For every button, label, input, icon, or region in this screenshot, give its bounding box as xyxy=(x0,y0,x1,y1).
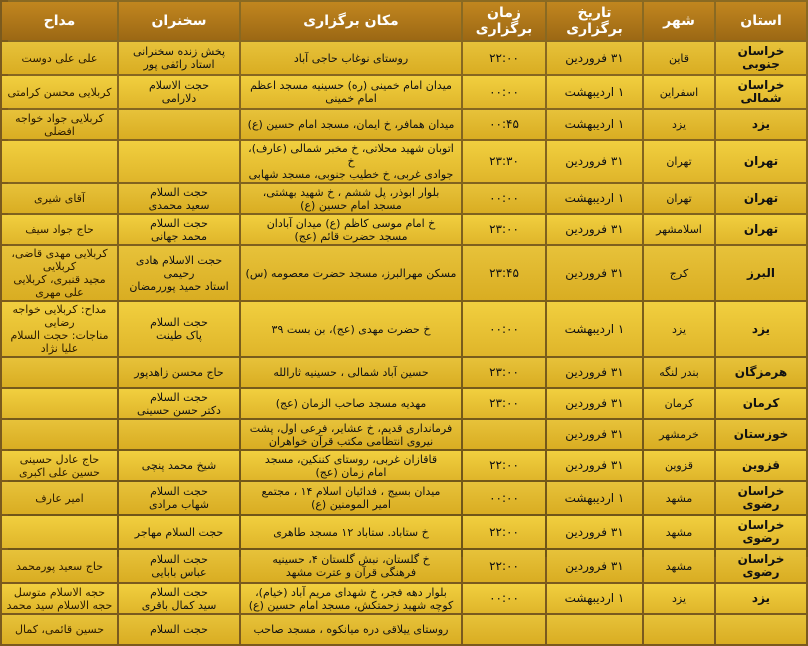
cell-place: حسین آباد شمالی ، حسینیه ثارالله xyxy=(241,358,461,387)
province-label: خراسان رضوی xyxy=(737,518,785,545)
cell-city: یزد xyxy=(644,302,714,356)
cell-city: یزد xyxy=(644,584,714,613)
cell-date: ۱ اردیبهشت xyxy=(547,482,642,514)
cell-place: روستای ییلاقی دره میانکوه ، مسجد صاحب xyxy=(241,615,461,644)
cell-speaker: حجت السلام شهاب مرادی xyxy=(119,482,239,514)
cell-city: یزد xyxy=(644,110,714,139)
cell-place: میدان بسیج ، فدائیان اسلام ۱۴ ، مجتمع امیر المومنین (ع) xyxy=(241,482,461,514)
cell-province xyxy=(716,246,806,300)
cell-place: میدان همافر، خ ایمان، مسجد امام حسین (ع) xyxy=(241,110,461,139)
cell-madah: حاج جواد سیف xyxy=(2,215,117,244)
cell-madah: کربلایی جواد خواجه افضلی xyxy=(2,110,117,139)
cell-speaker: حجت السلام سعید محمدی xyxy=(119,184,239,213)
province-label: البرز xyxy=(747,265,775,280)
province-label: تهران xyxy=(743,154,779,168)
cell-city: خرمشهر xyxy=(644,420,714,449)
cell-province xyxy=(716,389,806,418)
province-label: یزد xyxy=(751,117,771,131)
cell-date: ۳۱ فروردین xyxy=(547,246,642,300)
cell-place: فرمانداری قدیم، خ عشایر، فرعی اول، پشت نیروی انتظامی مکتب قرآن خواهران xyxy=(241,420,461,449)
cell-place: خ امام موسی کاظم (ع) میدان آبادان مسجد حضرت قائم (عج) xyxy=(241,215,461,244)
cell-madah: حسین قائمی، کمال xyxy=(2,615,117,644)
schedule-body xyxy=(2,42,806,644)
cell-city xyxy=(644,615,714,644)
cell-place: میدان امام خمینی (ره) حسینیه مسجد اعظم امام خمینی xyxy=(241,76,461,108)
cell-date: ۳۱ فروردین xyxy=(547,451,642,480)
header-time: زمان برگزاری xyxy=(463,2,545,40)
province-label: یزد xyxy=(751,591,771,605)
province-label: کرمان xyxy=(742,396,780,410)
province-label: تهران xyxy=(743,191,779,205)
province-label: تهران xyxy=(743,222,779,236)
cell-speaker: پخش زنده سخنرانی استاد رائفی پور xyxy=(119,42,239,74)
cell-time: ۲۳:۴۵ xyxy=(463,246,545,300)
cell-province xyxy=(716,215,806,244)
table-row xyxy=(2,358,806,387)
cell-date xyxy=(547,615,642,644)
cell-date: ۱ اردیبهشت xyxy=(547,110,642,139)
cell-time: ۲۲:۰۰ xyxy=(463,451,545,480)
cell-speaker: حجت السلام سید کمال باقری xyxy=(119,584,239,613)
cell-speaker: حاج محسن زاهدپور xyxy=(119,358,239,387)
cell-date: ۳۱ فروردین xyxy=(547,215,642,244)
table-row xyxy=(2,76,806,108)
table-row xyxy=(2,246,806,300)
table-row xyxy=(2,451,806,480)
cell-speaker: حجت السلام xyxy=(119,615,239,644)
cell-time xyxy=(463,615,545,644)
cell-province xyxy=(716,358,806,387)
cell-city: قاین xyxy=(644,42,714,74)
cell-madah xyxy=(2,358,117,387)
table-row xyxy=(2,615,806,644)
cell-speaker: حجت الاسلام هادی رحیمی استاد حمید پوررمضان xyxy=(119,246,239,300)
header-date: تاریخ برگزاری xyxy=(547,2,642,40)
cell-date: ۳۱ فروردین xyxy=(547,389,642,418)
cell-madah: حاج سعید پورمحمد xyxy=(2,550,117,582)
cell-time: ۲۳:۰۰ xyxy=(463,358,545,387)
cell-date: ۱ اردیبهشت xyxy=(547,184,642,213)
cell-madah: علی علی دوست xyxy=(2,42,117,74)
header-city: شهر xyxy=(644,2,714,40)
province-label xyxy=(753,629,769,633)
cell-madah: امیر عارف xyxy=(2,482,117,514)
cell-place: بلوار ابوذر، پل ششم ، خ شهید بهشتی، مسجد امام حسین (ع) xyxy=(241,184,461,213)
cell-date: ۳۱ فروردین xyxy=(547,550,642,582)
cell-city: تهران xyxy=(644,141,714,182)
cell-city: تهران xyxy=(644,184,714,213)
cell-time: ۲۳:۳۰ xyxy=(463,141,545,182)
cell-speaker: حجت السلام پاک طینت xyxy=(119,302,239,356)
cell-province xyxy=(716,482,806,514)
cell-time: ۰۰:۰۰ xyxy=(463,76,545,108)
table-row xyxy=(2,516,806,548)
cell-place: مسکن مهرالبرز، مسجد حضرت معصومه (س) xyxy=(241,246,461,300)
cell-madah xyxy=(2,516,117,548)
cell-place: روستای نوغاب حاجی آباد xyxy=(241,42,461,74)
cell-speaker xyxy=(119,420,239,449)
cell-time: ۰۰:۴۵ xyxy=(463,110,545,139)
cell-time xyxy=(463,420,545,449)
cell-madah xyxy=(2,420,117,449)
table-row xyxy=(2,302,806,356)
cell-province xyxy=(716,550,806,582)
cell-city: اسلامشهر xyxy=(644,215,714,244)
cell-city: مشهد xyxy=(644,516,714,548)
cell-time: ۰۰:۰۰ xyxy=(463,482,545,514)
cell-city: بندر لنگه xyxy=(644,358,714,387)
province-label: خراسان رضوی xyxy=(737,484,785,511)
cell-time: ۰۰:۰۰ xyxy=(463,184,545,213)
cell-madah xyxy=(2,389,117,418)
cell-province xyxy=(716,110,806,139)
cell-time: ۲۲:۰۰ xyxy=(463,550,545,582)
cell-province xyxy=(716,184,806,213)
header-speaker: سخنران xyxy=(119,2,239,40)
cell-time: ۲۲:۰۰ xyxy=(463,516,545,548)
province-label: خوزستان xyxy=(733,427,789,441)
cell-place: خ حضرت مهدی (عج)، بن بست ۳۹ xyxy=(241,302,461,356)
cell-madah: کربلایی محسن کرامتی xyxy=(2,76,117,108)
cell-place: خ ستاباد. ستاباد ۱۲ مسجد طاهری xyxy=(241,516,461,548)
cell-date: ۳۱ فروردین xyxy=(547,141,642,182)
cell-madah: حجه الاسلام متوسل حجه الاسلام سید محمد xyxy=(2,584,117,613)
cell-time: ۰۰:۰۰ xyxy=(463,584,545,613)
table-row xyxy=(2,584,806,613)
cell-speaker: حجت السلام عباس بابایی xyxy=(119,550,239,582)
table-row xyxy=(2,389,806,418)
cell-time: ۲۳:۰۰ xyxy=(463,389,545,418)
cell-city: مشهد xyxy=(644,550,714,582)
cell-province xyxy=(716,584,806,613)
table-row xyxy=(2,184,806,213)
cell-speaker: حجت السلام دکتر حسن حسینی xyxy=(119,389,239,418)
cell-date: ۱ اردیبهشت xyxy=(547,584,642,613)
cell-province xyxy=(716,302,806,356)
province-label: خراسان جنوبی xyxy=(737,44,785,71)
cell-speaker: شیخ محمد پنچی xyxy=(119,451,239,480)
province-label: هرمزگان xyxy=(734,365,788,379)
table-row xyxy=(2,110,806,139)
header-place: مکان برگزاری xyxy=(241,2,461,40)
cell-date: ۳۱ فروردین xyxy=(547,358,642,387)
table-row xyxy=(2,420,806,449)
cell-speaker xyxy=(119,110,239,139)
cell-province xyxy=(716,76,806,108)
header-province: استان xyxy=(716,2,806,40)
province-label: خراسان شمالی xyxy=(737,78,785,105)
cell-madah: کربلایی مهدی قاضی، کربلایی مجید قنبری، کربلایی علی مهری xyxy=(2,246,117,300)
cell-speaker xyxy=(119,141,239,182)
cell-time: ۰۰:۰۰ xyxy=(463,302,545,356)
cell-province xyxy=(716,615,806,644)
header-madah: مداح xyxy=(2,2,117,40)
cell-city: کرج xyxy=(644,246,714,300)
cell-date: ۳۱ فروردین xyxy=(547,420,642,449)
header-row xyxy=(2,2,806,40)
cell-city: مشهد xyxy=(644,482,714,514)
cell-speaker: حجت السلام محمد جهانی xyxy=(119,215,239,244)
table-row xyxy=(2,215,806,244)
cell-province xyxy=(716,420,806,449)
cell-city: قزوین xyxy=(644,451,714,480)
cell-province xyxy=(716,141,806,182)
table-row xyxy=(2,141,806,182)
table-row xyxy=(2,482,806,514)
cell-madah: آقای شیری xyxy=(2,184,117,213)
cell-date: ۱ اردیبهشت xyxy=(547,302,642,356)
province-label: خراسان رضوی xyxy=(737,552,785,579)
cell-place: قاقازان غربی، روستای کننکین، مسجد امام زمان (عج) xyxy=(241,451,461,480)
table-row xyxy=(2,550,806,582)
cell-madah: حاج عادل حسینی حسین علی اکبری xyxy=(2,451,117,480)
cell-speaker: حجت الاسلام دلارامی xyxy=(119,76,239,108)
province-label: یزد xyxy=(751,321,771,336)
cell-place: اتوبان شهید محلاتی، خ مخبر شمالی (عارف)، خ جوادی غربی، خ خطیب جنوبی، مسجد شهابی xyxy=(241,141,461,182)
province-label: قزوین xyxy=(741,458,781,472)
cell-province xyxy=(716,516,806,548)
cell-city: کرمان xyxy=(644,389,714,418)
cell-date: ۳۱ فروردین xyxy=(547,516,642,548)
cell-time: ۲۲:۰۰ xyxy=(463,42,545,74)
cell-madah: مداح: کربلایی خواجه رضایی مناجات: حجت السلام علیا نژاد xyxy=(2,302,117,356)
table-row xyxy=(2,42,806,74)
cell-date: ۳۱ فروردین xyxy=(547,42,642,74)
schedule-image xyxy=(6,0,808,636)
cell-province xyxy=(716,42,806,74)
cell-city: اسفراین xyxy=(644,76,714,108)
cell-province xyxy=(716,451,806,480)
cell-place: مهدیه مسجد صاحب الزمان (عج) xyxy=(241,389,461,418)
cell-date: ۱ اردیبهشت xyxy=(547,76,642,108)
cell-speaker: حجت السلام مهاجر xyxy=(119,516,239,548)
cell-place: بلوار دهه فجر، خ شهدای مریم آباد (خیام)، کوچه شهید زحمتکش، مسجد امام حسین (ع) xyxy=(241,584,461,613)
cell-place: خ گلستان، نبش گلستان ۴، حسینیه فرهنگی قرآن و عترت مشهد xyxy=(241,550,461,582)
cell-madah xyxy=(2,141,117,182)
cell-time: ۲۳:۰۰ xyxy=(463,215,545,244)
